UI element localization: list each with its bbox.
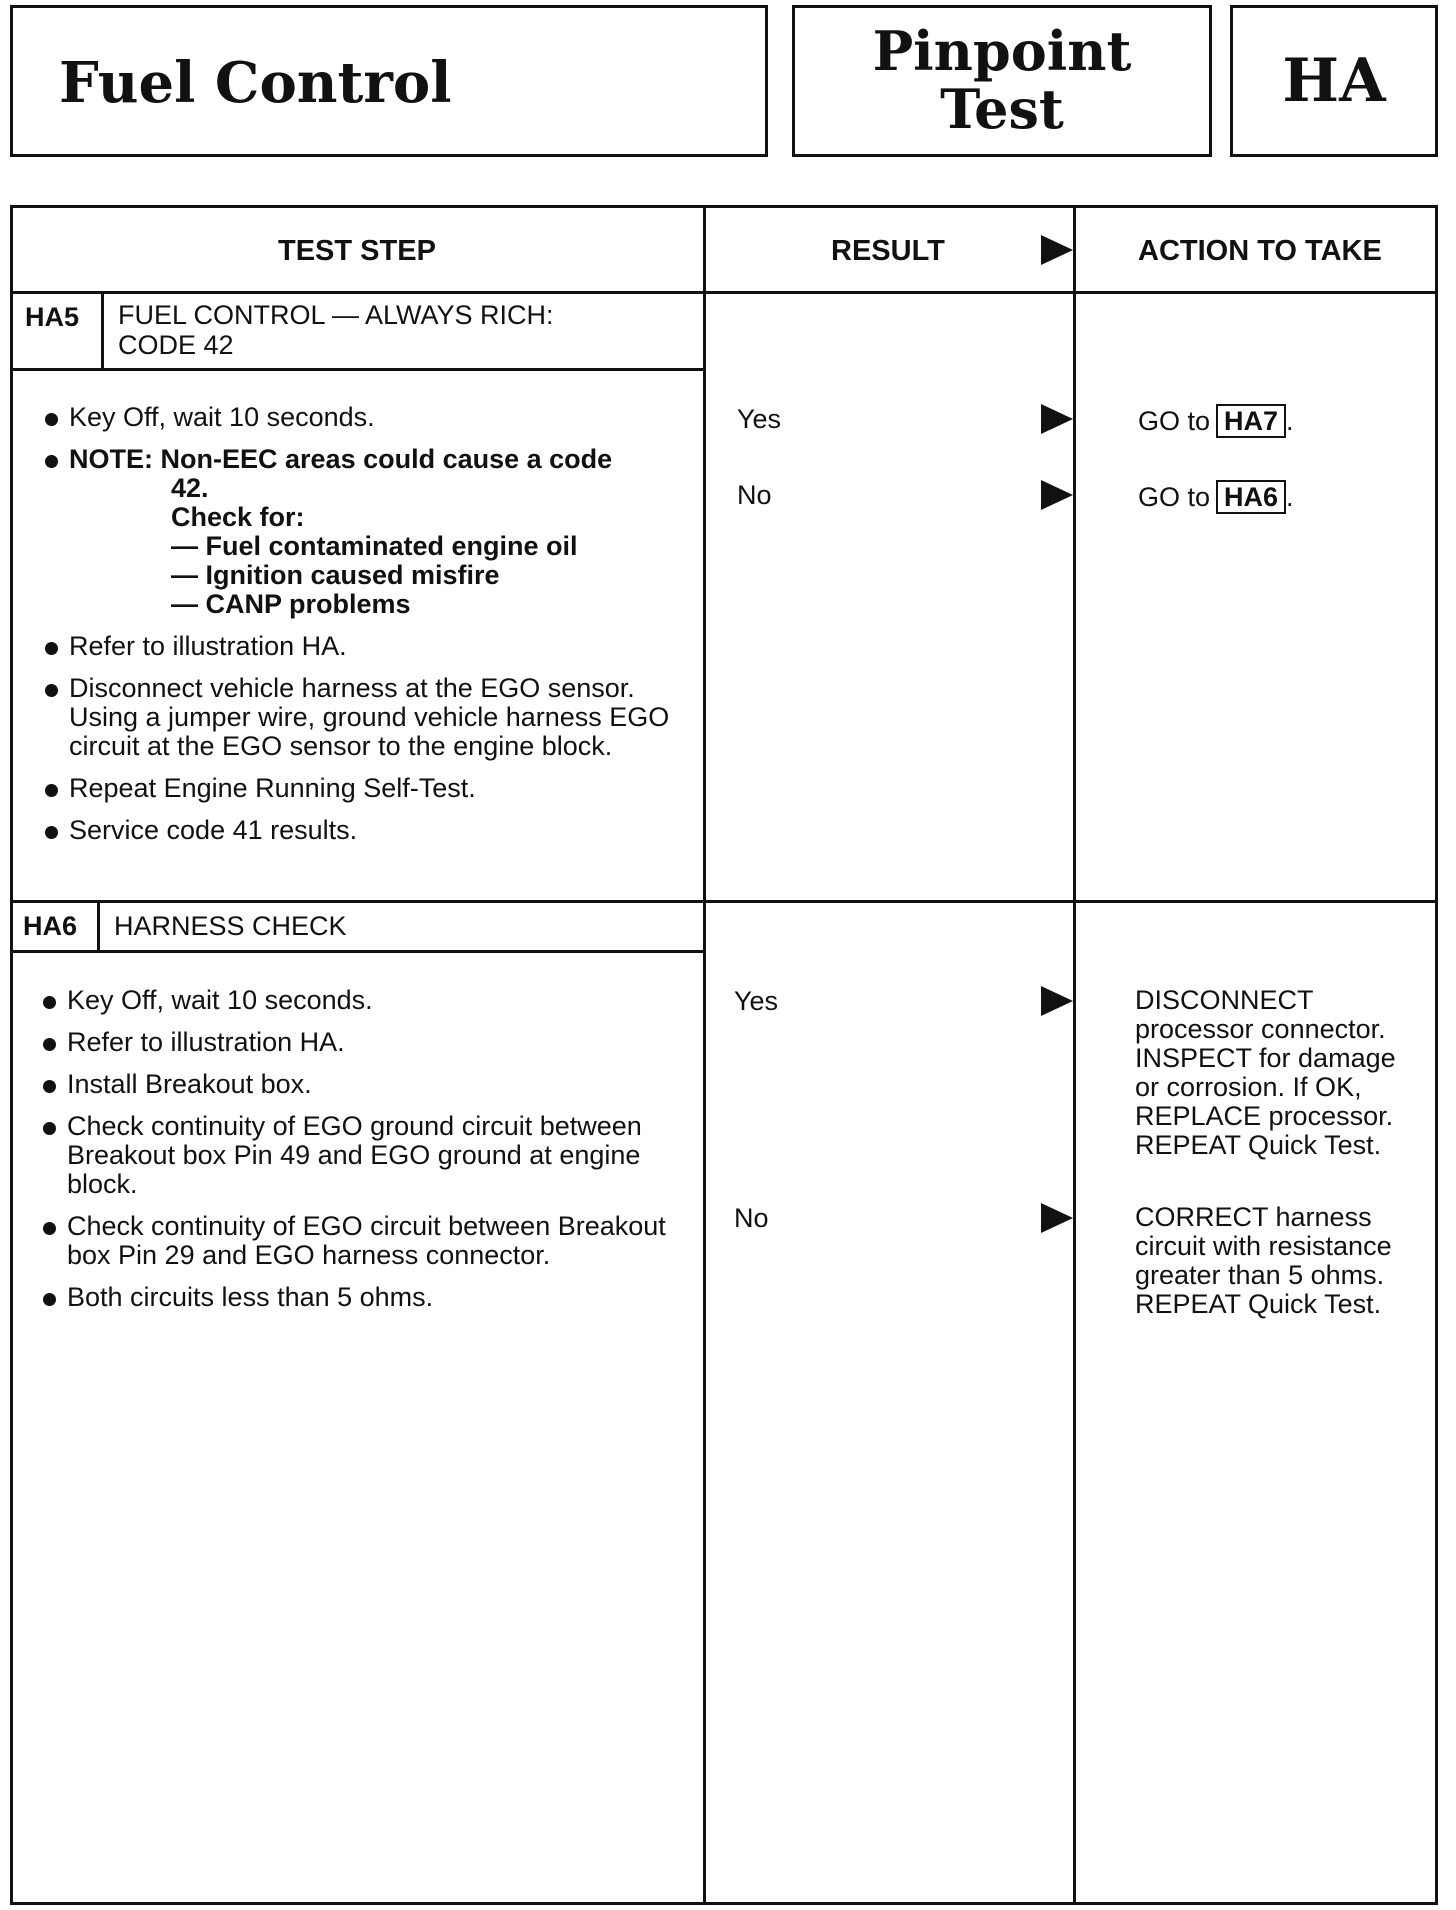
test-type-line1: Pinpoint — [872, 19, 1132, 83]
test-table — [10, 205, 1438, 1905]
step-header-divider — [13, 368, 703, 371]
step-title-line: CODE 42 — [118, 330, 234, 360]
step-id-divider — [101, 294, 104, 370]
action-text: . — [1286, 406, 1294, 436]
column-header-action: ACTION TO TAKE — [1138, 235, 1382, 267]
action-text: . — [1286, 482, 1294, 512]
step-title — [118, 300, 554, 360]
page-title-box — [10, 5, 768, 157]
action-text: GO to — [1138, 406, 1211, 436]
step-reference: HA6 — [1216, 480, 1286, 514]
step-id: HA5 — [25, 302, 80, 332]
step-header-divider — [13, 950, 703, 953]
note-label: NOTE: — [69, 444, 153, 474]
action-text-block — [1135, 986, 1396, 1160]
test-type-box — [792, 5, 1212, 157]
list-item: Both circuits less than 5 ohms. — [27, 1283, 699, 1312]
step-instructions — [27, 986, 699, 1325]
column-header-test-step: TEST STEP — [278, 235, 436, 267]
header-divider — [13, 291, 1435, 294]
action-line: REPLACE processor. — [1135, 1101, 1394, 1131]
step-id: HA6 — [23, 911, 78, 941]
note-check-item: — Fuel contaminated engine oil — [171, 531, 578, 561]
arrow-right-icon — [1041, 480, 1073, 510]
note-check-for: Check for: — [171, 502, 305, 532]
action-line: or corrosion. If OK, — [1135, 1072, 1362, 1102]
step-instructions — [29, 403, 699, 858]
note-item — [29, 445, 699, 619]
arrow-right-icon — [1041, 235, 1073, 265]
action-line: REPEAT Quick Test. — [1135, 1289, 1382, 1319]
result-yes: Yes — [734, 986, 779, 1016]
list-item: Check continuity of EGO ground circuit between Breakout box Pin 49 and EGO ground at engine block. — [27, 1112, 699, 1199]
list-item: Key Off, wait 10 seconds. — [27, 986, 699, 1015]
column-divider — [703, 208, 706, 1902]
list-item: Disconnect vehicle harness at the EGO sensor. Using a jumper wire, ground vehicle harness EGO circuit at the EGO sensor to the engine block. — [29, 674, 699, 761]
action-go-to — [1138, 480, 1294, 514]
list-item: Repeat Engine Running Self-Test. — [29, 774, 699, 803]
note-text: 42. — [171, 473, 209, 503]
arrow-right-icon — [1041, 1203, 1073, 1233]
action-line: circuit with resistance — [1135, 1231, 1392, 1261]
step-title: HARNESS CHECK — [114, 911, 347, 941]
step-reference: HA7 — [1216, 404, 1286, 438]
page-title: Fuel Control — [59, 50, 452, 116]
result-no: No — [737, 480, 772, 510]
arrow-right-icon — [1041, 404, 1073, 434]
list-item: Install Breakout box. — [27, 1070, 699, 1099]
action-line: REPEAT Quick Test. — [1135, 1130, 1382, 1160]
list-item: Check continuity of EGO circuit between Breakout box Pin 29 and EGO harness connector. — [27, 1212, 699, 1270]
list-item: Service code 41 results. — [29, 816, 699, 845]
list-item: Refer to illustration HA. — [27, 1028, 699, 1057]
note-check-item: — Ignition caused misfire — [171, 560, 500, 590]
column-header-result: RESULT — [831, 235, 945, 267]
arrow-right-icon — [1041, 986, 1073, 1016]
test-type-line2: Test — [940, 77, 1064, 141]
action-text-block — [1135, 1203, 1392, 1319]
result-yes: Yes — [737, 404, 782, 434]
action-line: INSPECT for damage — [1135, 1043, 1396, 1073]
test-code-box — [1230, 5, 1438, 157]
step-title-line: FUEL CONTROL — ALWAYS RICH: — [118, 300, 554, 330]
list-item: Key Off, wait 10 seconds. — [29, 403, 699, 432]
note-check-item: — CANP problems — [171, 589, 411, 619]
action-line: processor connector. — [1135, 1014, 1386, 1044]
action-line: CORRECT harness — [1135, 1202, 1372, 1232]
action-line: DISCONNECT — [1135, 985, 1314, 1015]
test-code: HA — [1282, 46, 1386, 116]
note-text: Non-EEC areas could cause a code — [160, 444, 613, 474]
column-divider — [1073, 208, 1076, 1902]
action-line: greater than 5 ohms. — [1135, 1260, 1385, 1290]
result-no: No — [734, 1203, 769, 1233]
step-divider — [13, 900, 1435, 903]
step-id-divider — [97, 903, 100, 953]
list-item: Refer to illustration HA. — [29, 632, 699, 661]
action-text: GO to — [1138, 482, 1211, 512]
action-go-to — [1138, 404, 1294, 438]
